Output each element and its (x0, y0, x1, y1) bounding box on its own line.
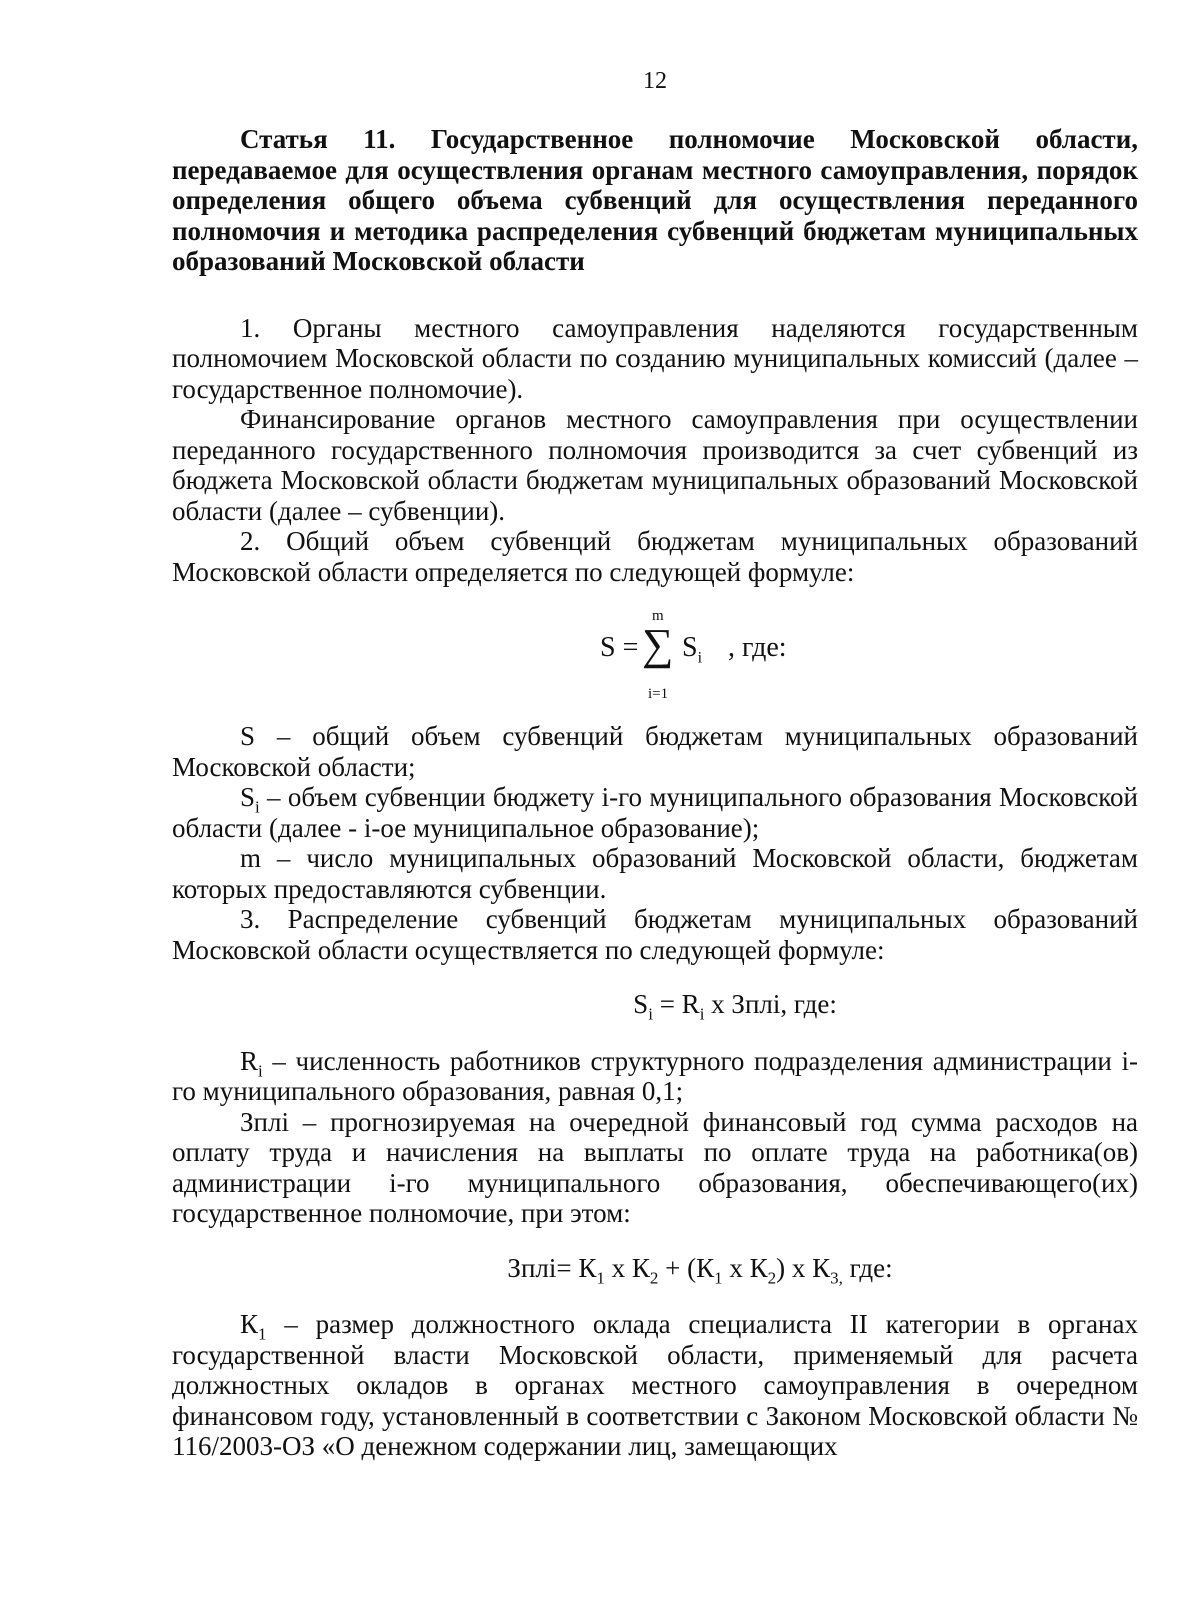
definition-K1: $К_1$ – размер должностного оклада специалиста II категории в органах государственной власти Московской области, применяемый для расчета должностных окладов в органах местного самоуправления в очередном финансовом году, установленный в соответствии с Законом Московской области № 116/2003-ОЗ «О денежном содержании лиц, замещающих (172, 1309, 1138, 1461)
sum-term: $S_i$ (682, 632, 703, 667)
document-body (172, 124, 1138, 1462)
definition-Si: $S_i$ – объем субвенции бюджету i-го муниципального образования Московской области (далее - i-ое муниципальное образование); (172, 782, 1138, 843)
sigma-symbol: ∑ (642, 620, 674, 669)
article-title: Статья 11. Государственное полномочие Московской области, передаваемое для осуществления органам местного самоуправления, порядок определения общего объема субвенций для осуществления переданного полномочия и методика распределения субвенций бюджетам муниципальных образований Московской области (172, 124, 1138, 276)
paragraph-2: 2. Общий объем субвенций бюджетам муниципальных образований Московской области определяется по следующей формуле: (172, 526, 1138, 587)
formula-distribution: $S_i = R_i$ x Зплi, где: (633, 989, 837, 1024)
definition-S: S – общий объем субвенций бюджетам муниципальных образований Московской области; (172, 721, 1138, 782)
sum-upper-limit: m (652, 608, 664, 624)
formula-zpl: Зплi= $К_1$ х $К_2 + (К_1$ х $К_2$) х $К_{3,}$ где: (507, 1252, 893, 1287)
formula-total-subvention (172, 601, 1138, 705)
paragraph-3: 3. Распределение субвенций бюджетам муниципальных образований Московской области осуществляется по следующей формуле: (172, 904, 1138, 965)
definition-zpl: Зплi – прогнозируемая на очередной финансовый год сумма расходов на оплату труда и начисления на выплаты по оплате труда на работника(ов) администрации i-го муниципального образования, обеспечивающего(их) государственное полномочие, при этом: (172, 1106, 1138, 1228)
formula-lhs: S = (600, 632, 639, 663)
paragraph-financing: Финансирование органов местного самоуправления при осуществлении переданного государственного полномочия производится за счет субвенций из бюджета Московской области бюджетам муниципальных образований Московской области (далее – субвенции). (172, 404, 1138, 526)
page-number: 12 (643, 68, 667, 94)
definition-Ri: $R_i$ – численность работников структурного подразделения администрации i-го муниципального образования, равная 0,1; (172, 1045, 1138, 1106)
formula-where: , где: (728, 632, 787, 663)
paragraph-1: 1. Органы местного самоуправления наделяются государственным полномочием Московской области по созданию муниципальных комиссий (далее – государственное полномочие). (172, 312, 1138, 404)
sum-lower-limit: i=1 (648, 686, 669, 702)
definition-m: m – число муниципальных образований Московской области, бюджетам которых предоставляются субвенции. (172, 843, 1138, 904)
